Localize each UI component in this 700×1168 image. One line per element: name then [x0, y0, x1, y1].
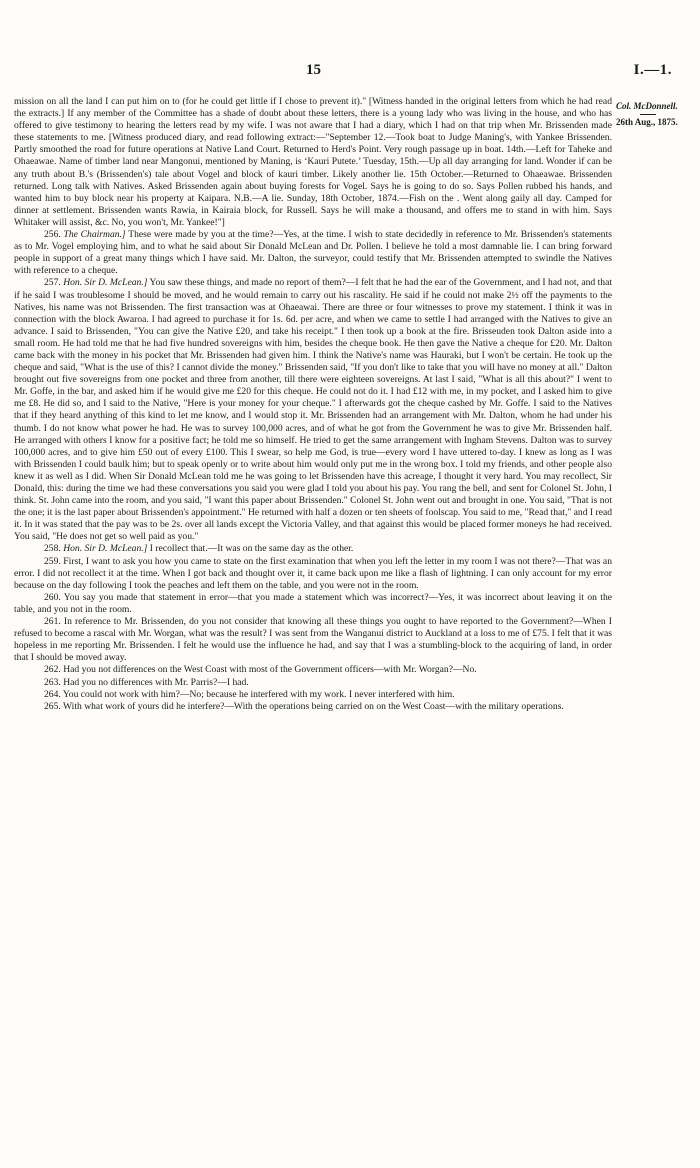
question-259: 259. First, I want to ask you how you came to state on the first examination that when you left the letter in my room I was not there?—That was an error. I did not recollect it at the time. When I got back and thought over it, it came back upon me like a flash of lightning. I can only account for my error because on the day following I took the peaches and left them on the table, and you were not in the room. [14, 555, 612, 591]
witness-name: Col. McDonnell. [616, 101, 678, 111]
witness-date: 26th Aug., 1875. [616, 116, 678, 127]
document-reference: I.—1. [633, 62, 672, 78]
question-261: 261. In reference to Mr. Brissenden, do you not consider that knowing all these things you ought to have reported to the Government?—When I refused to become a rascal with Mr. Worgan, what was the result? I was sent from the Wanganui district to Auckland at a loss to me of £75. I felt that it was hopeless in me reporting Mr. Brissenden. I felt he would use the influence he had, and say that I was a stumbling-block to the acquiring of land, in order that I should be moved away. [14, 616, 612, 664]
question-264: 264. You could not work with him?—No; because he interfered with my work. I never interfered with him. [44, 688, 455, 700]
question-265: 265. With what work of yours did he interfere?—With the operations being carried on on the West Coast—with the military operations. [44, 700, 564, 712]
speaker: Hon. Sir D. McLean.] [63, 277, 148, 289]
question-257: 257. Hon. Sir D. McLean.] You saw these things, and made no report of them?—I felt that he had the ear of the Government, and I had not, and that if he said I was troublesome I should be moved, and he would remain to carry out his rascality. He said if he could not make 2½ off the payments to the Natives, his name was not Brissenden. The first transaction was at Ohaeawai. There are three or four witnesses to prove my statement. I think it was in connection with the block Awaroa. I had agreed to purchase it for 1s. 6d. per acre, and when we came to settle I had arranged with the Natives to give an advance. I said to Brissenden, "You can give the Native £20, and take his receipt." I then took up a book at the fire. Brisseuden took Dalton aside into a small room. He had told me that he had five hundred sovereigns with him, besides the cheque book. He then gave the Native a cheque for £20. Mr. Dalton came back with the money in his pocket that Mr. Brissenden had given him. I think the Native's name was Hauraki, but I won't be certain. He took up the cheque and said, "What is the use of this? I cannot divide the money." Brissenden said, "If you don't like to take that you will have no money at all." Dalton brought out five sovereigns from one pocket and three from another, till there were eighteen sovereigns. At last I said, "What is all this about?" I went to Mr. Goffe, in the bar, and asked him if he would give me £20 for this cheque. He could not do it. I had £12 with me, in my pocket, and I asked him to give me £8. He did so, and I said to the Native, "Here is your money for your cheque." I afterwards got the cheque cashed by Mr. Goffe. I said to the Natives that if they heard anything of this kind to let me know, and I would stop it. Mr. Brissenden had an arrangement with Mr. Dalton, whom he had under his thumb. I do not know what power he had. He was to survey 100,000 acres, and of what he got from the Government he was to give Mr. Brissenden half. He arranged with others I know for a positive fact; he told me so himself. He tried to get the same arrangement with Ingham Stevens. Dalton was to survey 100,000 acres, and to give him £50 out of every £100. This I swear, so help me God, is true—every word I have uttered to-day. I knew as long as I was with Brissenden I could baulk him; but to speak openly or to write about him would only put me in the wrong box. I told my friends, and other people also knew it as well as I did. When Sir Donald McLean told me he was going to let Brissenden have this acreage, I thought it very hard. You may recollect, Sir Donald, this: during the time we had these conversations you said you were glad I told you about his pay. You rang the bell, and sent for Colonel St. John, I think. St. John came into the room, and you said, "I want this paper about Brissenden." Colonel St. John went out and brought in one. You said, "That is not the one; it is the last paper about Brissenden's appointment." He returned with half a dozen or ten sheets of foolscap. You said to me, "Read that," and I read it. In it was stated that the pay was to be 2s. over all lands except the Victoria Valley, and that against this would be placed former moneys he had received. You said, "He does not get so well paid as you." [14, 277, 613, 543]
page-header [0, 62, 700, 82]
speaker: Hon. Sir D. McLean.] [63, 543, 148, 555]
margin-rule [640, 114, 656, 115]
document-body [14, 96, 612, 713]
question-258: 258. Hon. Sir D. McLean.] I recollect that.—It was on the same day as the other. [44, 543, 354, 555]
margin-note [616, 101, 696, 128]
question-262: 262. Had you not differences on the West Coast with most of the Government officers—with Mr. Worgan?—No. [44, 664, 477, 676]
question-263: 263. Had you no differences with Mr. Parris?—I had. [44, 676, 249, 688]
paragraph-continuation: mission on all the land I can put him on to (for he could get little if I chose to prevent it)." [Witness handed in the original letters from which he had read the extracts.] If any member of the Committee has a shade of doubt about these letters, there is a young lady who was living in the house, and who has offered to give testimony to hearing the letters read by my wife. I was not aware that I had a diary, which I had on that trip when Mr. Brissenden made these statements to me. [Witness produced diary, and read following extract:—"September 12.—Took boat to Judge Maning's, with Yankee Brissenden. Partly smoothed the road for future operations at Native Land Court. Returned to Herd's Point. Very rough passage up in boat. 14th.—Left for Taheke and Ohaeawae. Name of timber land near Mangonui, mentioned by Maning, is ‘Kauri Putete.’ Tuesday, 15th.—Up all day arranging for land. Wonder if can be any truth about B.'s (Brissenden's) tale about Vogel and block of kauri timber. Likely another lie. 15th October.—Returned to Ohaeawae. Brissenden returned. Long talk with Natives. Asked Brissenden again about buying forests for Vogel. Says he is going to do so. Says Pollen rubbed his hands, and wanted him to buy block near his property at Kaipara. N.B.—A lie. Sunday, 18th October, 1874.—Fish on the . Went along gaily all day. Camped for dinner at settlement. Brissenden wants Rawia, in Kairaia block, for Russell. Says he will make a thousand, and offers me to stand in with him. Says Whitaker will assist, &c. No, you won't, Mr. Yankee!"] [14, 96, 612, 228]
question-256: 256. The Chairman.] These were made by you at the time?—Yes, at the time. I wish to state decidedly in reference to Mr. Brissenden's statements as to Mr. Vogel employing him, and to what he said about Sir Donald McLean and Dr. Pollen. I believe he told a most damnable lie. I can bring forward people in support of a great many things which I have said. Mr. Dalton, the surveyor, could testify that Mr. Brissenden attempted to swindle the Natives with reference to a cheque. [14, 229, 612, 277]
question-260: 260. You say you made that statement in error—that you made a statement which was incorrect?—Yes, it was incorrect about leaving it on the table, and you not in the room. [14, 591, 612, 615]
speaker: The Chairman.] [63, 229, 126, 241]
page-number: 15 [306, 62, 321, 78]
